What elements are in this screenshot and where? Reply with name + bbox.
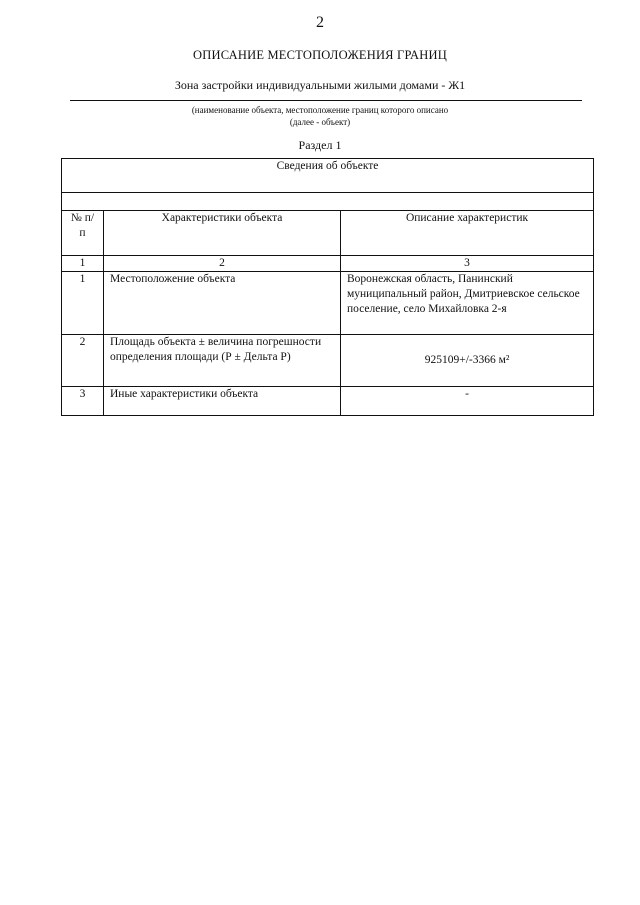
column-header-row: [62, 211, 594, 256]
row-num: 2: [62, 335, 104, 387]
column-number: 2: [104, 256, 341, 272]
section-title: Раздел 1: [298, 138, 342, 152]
column-header-characteristic: Характеристики объекта: [104, 211, 341, 256]
row-num: 1: [62, 272, 104, 335]
zone-name: Зона застройки индивидуальными жилыми домами - Ж1: [174, 78, 466, 92]
table-row: [62, 335, 594, 387]
row-characteristic: Площадь объекта ± величина погрешности определения площади (Р ± Дельта Р): [104, 335, 341, 387]
row-description: -: [341, 387, 594, 416]
table-row: [62, 272, 594, 335]
empty-cell: [62, 193, 594, 211]
row-characteristic: Иные характеристики объекта: [104, 387, 341, 416]
table-empty-row: [62, 193, 594, 211]
object-caption: [0, 104, 640, 128]
row-description: Воронежская область, Панинский муниципальный район, Дмитриевское сельское поселение, село Михайловка 2-я: [341, 272, 594, 335]
row-characteristic: Местоположение объекта: [104, 272, 341, 335]
column-header-num: № п/п: [62, 211, 104, 256]
page-number: 2: [316, 14, 324, 31]
row-description: 925109+/-3366 м²: [341, 335, 594, 387]
caption-line-2: (далее - объект): [289, 117, 351, 127]
column-number: 1: [62, 256, 104, 272]
row-num: 3: [62, 387, 104, 416]
table-heading-row: [62, 159, 594, 193]
column-number: 3: [341, 256, 594, 272]
table-heading: Сведения об объекте: [62, 159, 594, 193]
column-header-description: Описание характеристик: [341, 211, 594, 256]
column-number-row: [62, 256, 594, 272]
object-info-table: [61, 158, 594, 416]
caption-line-1: (наименование объекта, местоположение границ которого описано: [191, 105, 449, 115]
zone-underline: [70, 100, 582, 101]
document-title: ОПИСАНИЕ МЕСТОПОЛОЖЕНИЯ ГРАНИЦ: [193, 48, 447, 62]
table-row: [62, 387, 594, 416]
